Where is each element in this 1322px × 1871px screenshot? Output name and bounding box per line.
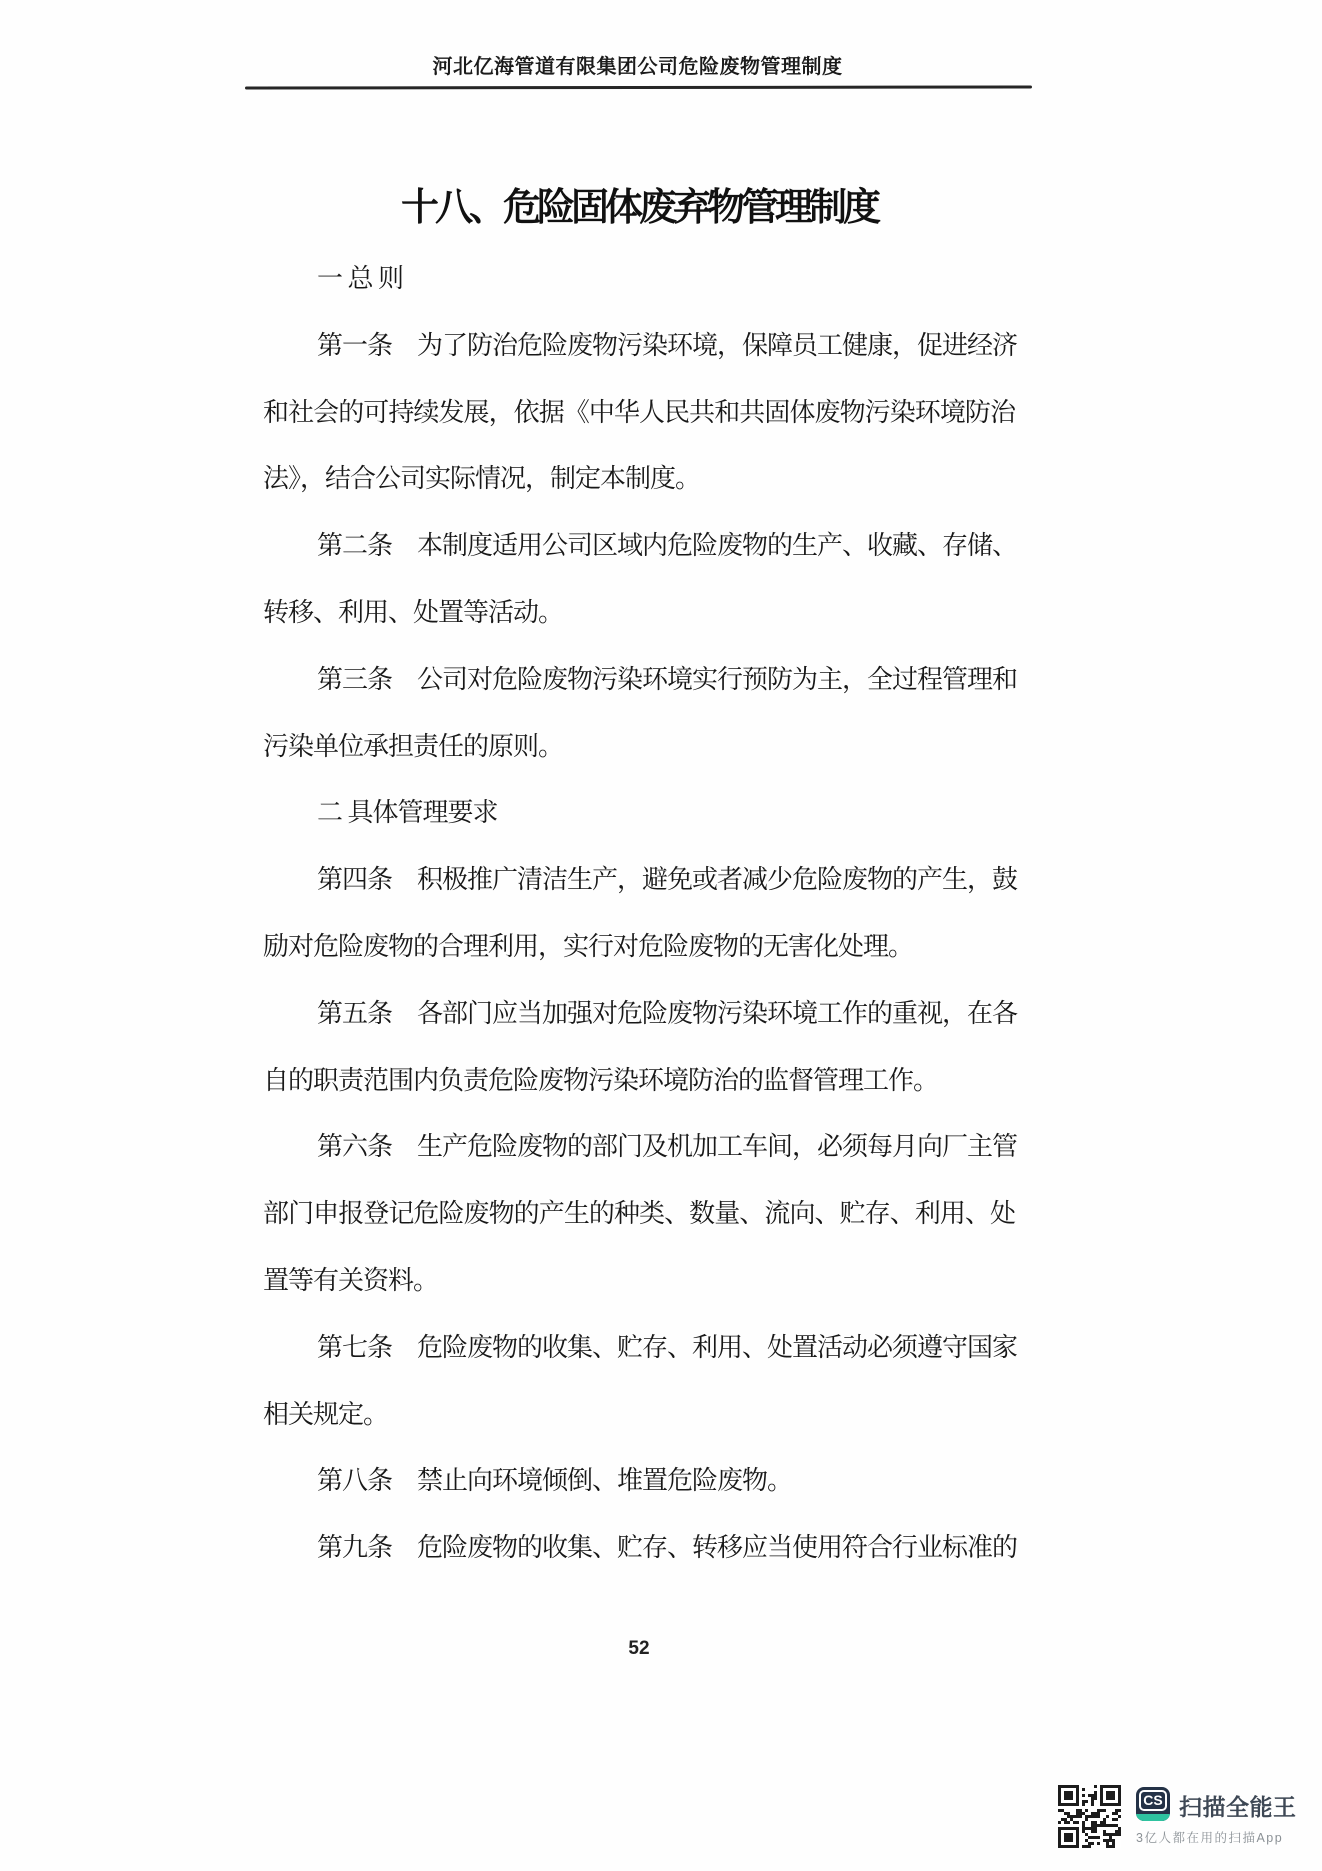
page-number: 52 <box>628 1638 650 1659</box>
text-line: 转移、利用、处置等活动。 <box>263 597 564 627</box>
text-line: 置等有关资料。 <box>263 1265 439 1295</box>
header-rule <box>245 85 1032 89</box>
text-line: 二 具体管理要求 <box>317 798 498 828</box>
text-line: 第八条 禁止向环境倾倒、堆置危险废物。 <box>317 1466 793 1496</box>
text-line: 一 总 则 <box>317 264 404 293</box>
text-line: 第六条 生产危险废物的部门及机加工车间，必须每月向厂主管 <box>317 1132 1018 1162</box>
text-line: 第一条 为了防治危险废物污染环境，保障员工健康，促进经济 <box>317 330 1018 360</box>
text-line: 法》，结合公司实际情况，制定本制度。 <box>263 464 701 494</box>
text-line: 第五条 各部门应当加强对危险废物污染环境工作的重视，在各 <box>317 998 1018 1028</box>
text-line: 污染单位承担责任的原则。 <box>263 731 564 761</box>
document-title: 十八、危险固体废弃物管理制度 <box>400 187 877 229</box>
scanner-app-name: 扫描全能王 <box>1179 1794 1297 1820</box>
qr-code-icon <box>1058 1785 1121 1848</box>
running-header: 河北亿海管道有限集团公司危险废物管理制度 <box>432 56 843 78</box>
camscanner-logo <box>1136 1787 1170 1821</box>
text-line: 第四条 积极推广清洁生产，避免或者减少危险废物的产生，鼓 <box>317 865 1018 895</box>
text-line: 相关规定。 <box>263 1399 389 1429</box>
text-line: 第七条 危险废物的收集、贮存、利用、处置活动必须遵守国家 <box>317 1332 1018 1362</box>
text-line: 部门申报登记危险废物的产生的种类、数量、流向、贮存、利用、处 <box>263 1199 1015 1229</box>
camscanner-logo-top <box>1136 1787 1170 1814</box>
camscanner-logo-accent-strip <box>1136 1814 1170 1821</box>
text-line: 第三条 公司对危险废物污染环境实行预防为主，全过程管理和 <box>317 664 1018 694</box>
scanner-app-tagline: 3亿人都在用的扫描App <box>1136 1831 1284 1845</box>
camscanner-logo-text: CS <box>1139 1790 1166 1811</box>
text-line: 励对危险废物的合理利用，实行对危险废物的无害化处理。 <box>263 931 914 961</box>
text-line: 自的职责范围内负责危险废物污染环境防治的监督管理工作。 <box>263 1065 939 1095</box>
text-line: 第九条 危险废物的收集、贮存、转移应当使用符合行业标准的 <box>317 1533 1018 1563</box>
document-lines <box>263 246 1018 1582</box>
scanner-watermark <box>1058 1783 1298 1853</box>
text-line: 和社会的可持续发展，依据《中华人民共和共固体废物污染环境防治 <box>263 397 1015 427</box>
text-line: 第二条 本制度适用公司区域内危险废物的生产、收藏、存储、 <box>317 531 1018 561</box>
